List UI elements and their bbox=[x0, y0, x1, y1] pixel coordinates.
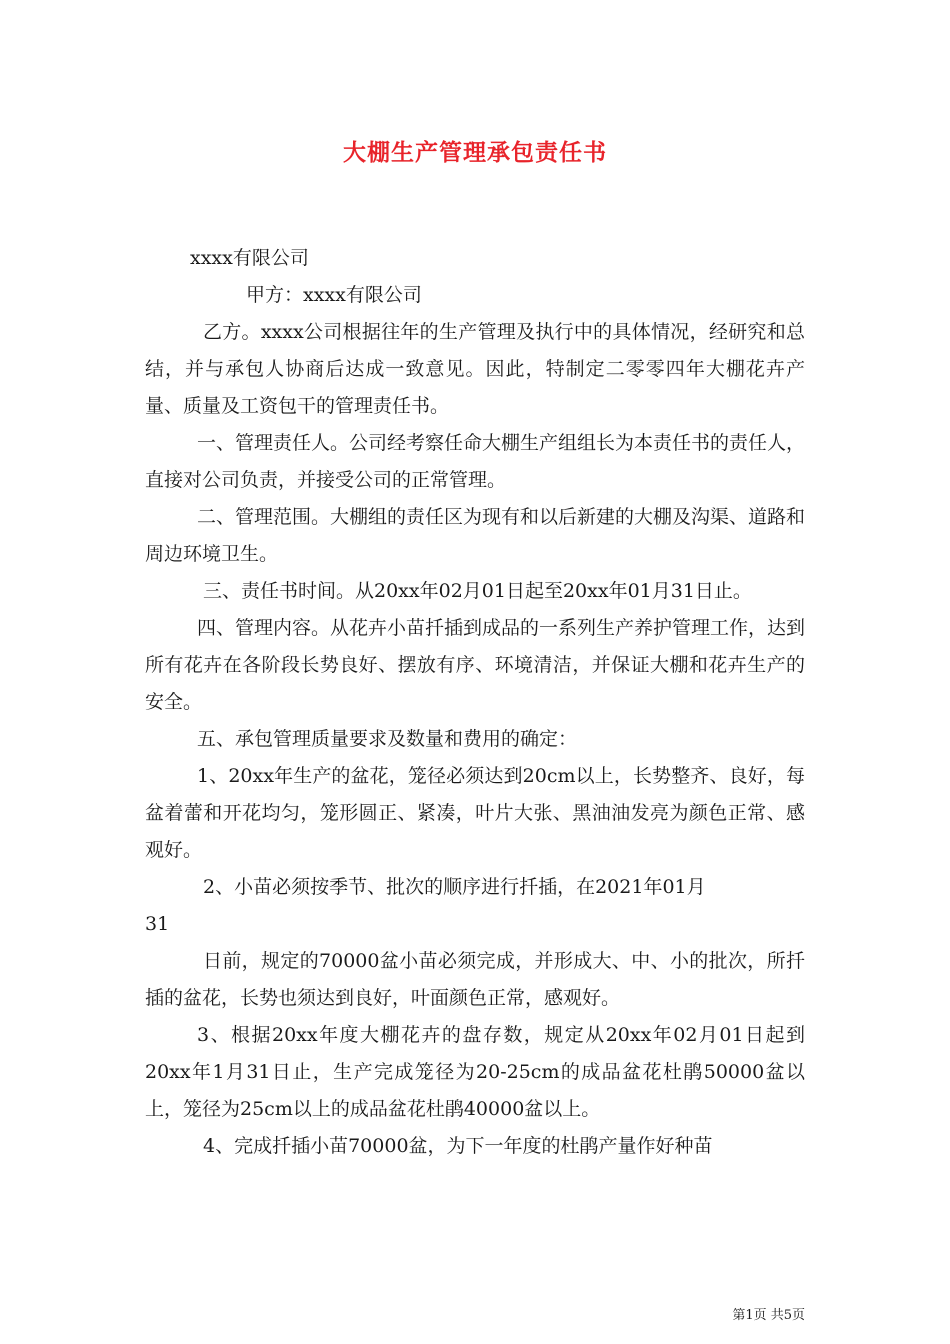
document-body bbox=[145, 240, 805, 1165]
company-line: xxxx有限公司 bbox=[190, 247, 309, 269]
section-5-heading: 五、承包管理质量要求及数量和费用的确定： bbox=[197, 728, 578, 750]
section-2-paragraph: 二、管理范围。大棚组的责任区为现有和以后新建的大棚及沟渠、道路和周边环境卫生。 bbox=[145, 506, 806, 565]
document-title: 大棚生产管理承包责任书 bbox=[343, 139, 607, 166]
section-1-paragraph: 一、管理责任人。公司经考察任命大棚生产组组长为本责任书的责任人，直接对公司负责，并接受公司的正常管理。 bbox=[145, 432, 806, 491]
item-2-date-fragment: 31 bbox=[145, 913, 170, 935]
page-number-footer: 第1页 共5页 bbox=[732, 1308, 805, 1323]
party-a-line: 甲方：xxxx有限公司 bbox=[246, 284, 422, 306]
item-4-paragraph: 4、完成扦插小苗70000盆，为下一年度的杜鹃产量作好种苗 bbox=[203, 1135, 713, 1157]
section-4-paragraph: 四、管理内容。从花卉小苗扦插到成品的一系列生产养护管理工作，达到所有花卉在各阶段长势良好、摆放有序、环境清洁，并保证大棚和花卉生产的安全。 bbox=[145, 617, 806, 713]
item-1-paragraph: 1、20xx年生产的盆花，笼径必须达到20cm以上，长势整齐、良好，每盆着蕾和开花均匀，笼形圆正、紧凑，叶片大张、黑油油发亮为颜色正常、感观好。 bbox=[145, 765, 805, 861]
section-3-paragraph: 三、责任书时间。从20xx年02月01日起至20xx年01月31日止。 bbox=[203, 580, 752, 602]
party-b-paragraph: 乙方。xxxx公司根据往年的生产管理及执行中的具体情况，经研究和总结，并与承包人协商后达成一致意见。因此，特制定二零零四年大棚花卉产量、质量及工资包干的管理责任书。 bbox=[145, 321, 805, 417]
item-3-paragraph: 3、根据20xx年度大棚花卉的盘存数，规定从20xx年02月01日起到20xx年1月31日止，生产完成笼径为20-25cm的成品盆花杜鹃50000盆以上，笼径为25cm以上的成品盆花杜鹃40000盆以上。 bbox=[145, 1024, 805, 1120]
item-2-paragraph: 2、小苗必须按季节、批次的顺序进行扦插，在2021年01月 bbox=[203, 876, 706, 898]
item-2-continuation: 日前，规定的70000盆小苗必须完成，并形成大、中、小的批次，所扦插的盆花，长势也须达到良好，叶面颜色正常，感观好。 bbox=[145, 950, 805, 1009]
